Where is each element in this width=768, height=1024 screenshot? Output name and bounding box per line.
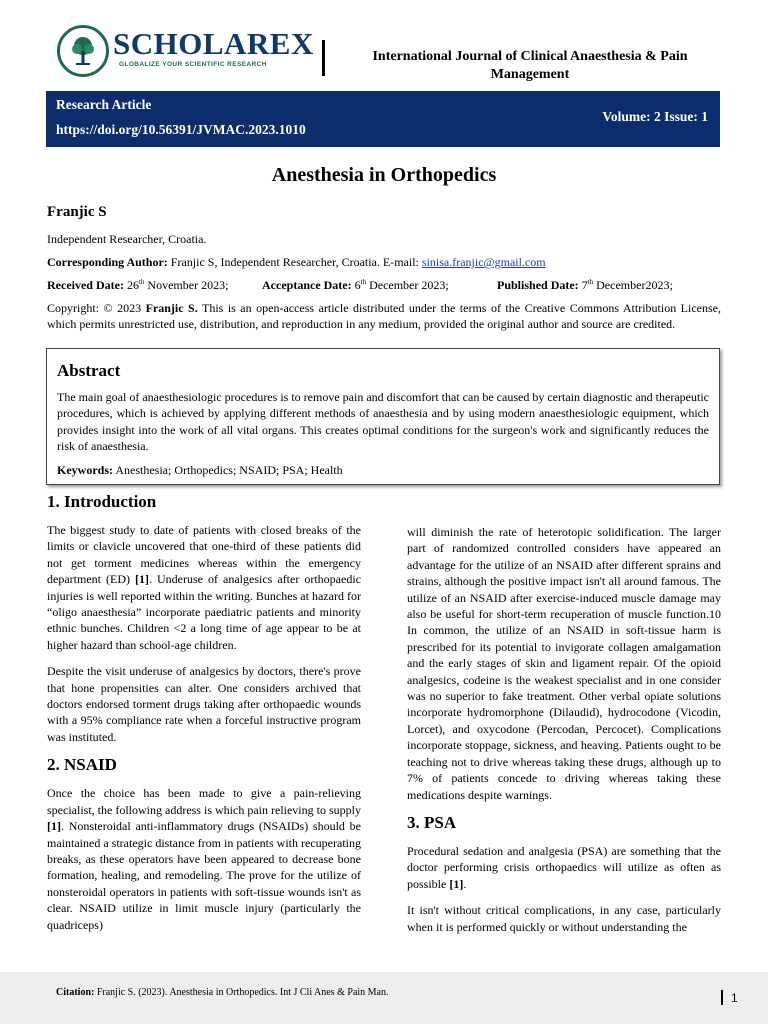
received-day: 26	[123, 278, 139, 292]
abstract-heading: Abstract	[57, 361, 121, 380]
copyright-notice	[47, 300, 721, 332]
intro-p1-text: The biggest study to date of patients with closed breaks of the limits or clavicle uncovered that one-third of these patients did not get torment medicines whereas within the emergency department (ED)	[47, 523, 361, 587]
psa-paragraph-1	[407, 843, 721, 892]
logo-tagline: GLOBALIZE YOUR SCIENTIFIC RESEARCH	[119, 61, 267, 68]
nsaid-p1-text: Once the choice has been made to give a pain-relieving specialist, the following address is which pain relieving to supply	[47, 786, 361, 817]
abstract-text: The main goal of anaesthesiologic procedures is to remove pain and discomfort that can be caused by certain diagnostic and therapeutic procedures, which is achieved by applying different methods of anaesthesia and by using modern anaesthesiologic equipment, which provides insight into the work of all vital organs. This creates optimal conditions for the surgeon's work and significantly reduces the risk of anaesthesia.	[57, 390, 709, 454]
published-month: December2023;	[593, 278, 673, 292]
keywords	[57, 463, 709, 478]
accepted-day: 6	[351, 278, 361, 292]
psa-paragraph-2: It isn't without critical complications, in any case, particularly when it is performed quickly or without understanding the	[407, 903, 721, 934]
doi-link[interactable]: https://doi.org/10.56391/JVMAC.2023.1010	[56, 122, 306, 137]
page-number-bar	[721, 990, 723, 1005]
citation-ref[interactable]: [1]	[47, 819, 61, 834]
article-banner	[46, 91, 720, 147]
abstract-box	[46, 348, 720, 485]
introduction-paragraph-2: Despite the visit underuse of analgesics by doctors, there's prove that hone propensities can alter. One considers archived that doctors endorsed torment drugs taking after orthopaedic wounds with a 95% compliance rate when a forceful instructive program was instituted.	[47, 664, 361, 744]
tree-icon	[57, 25, 109, 77]
psa-p1-cont: .	[463, 876, 467, 891]
keywords-label: Keywords:	[57, 462, 113, 477]
left-column	[47, 492, 361, 943]
citation-line	[56, 987, 388, 998]
page-number: 1	[731, 991, 738, 1005]
psa-p1-text: Procedural sedation and analgesia (PSA) are something that the doctor performing crisis orthopaedics will utilize as often as possible	[407, 843, 721, 891]
copyright-author: Franjic S.	[145, 301, 198, 315]
copyright-prefix: Copyright: © 2023	[47, 301, 146, 315]
accepted-month: December 2023;	[366, 278, 449, 292]
intro-p1-cont: . Underuse of analgesics after orthopaedic injuries is well reported within the writing. Bunches at hazard for “oligo anaesthesia” incorporate paediatric patients and minority ethnic bunches. Children <2 a long time of age appear to be at higher hazard than school-age children.	[47, 572, 361, 652]
article-type: Research Article	[56, 97, 152, 112]
published-day: 7	[578, 278, 588, 292]
author-affiliation: Independent Researcher, Croatia.	[47, 232, 207, 246]
introduction-paragraph-1	[47, 522, 361, 653]
author-email-link[interactable]: sinisa.franjic@gmail.com	[421, 255, 546, 269]
published-suffix: th	[587, 278, 594, 286]
received-date	[47, 278, 228, 293]
corresponding-author	[47, 255, 546, 270]
author-name: Franjic S	[47, 204, 107, 220]
journal-name: International Journal of Clinical Anaesthesia & Pain Management	[372, 49, 688, 82]
article-title: Anesthesia in Orthopedics	[271, 164, 497, 186]
citation-ref[interactable]: [1]	[449, 876, 464, 891]
received-label: Received Date:	[47, 278, 124, 292]
received-suffix: th	[138, 278, 145, 286]
introduction-heading: 1. Introduction	[47, 492, 157, 511]
accepted-label: Acceptance Date:	[262, 278, 352, 292]
nsaid-paragraph-continued: will diminish the rate of heterotopic solidification. The larger part of randomized controlled considers have appeared an advantage for the utilize of an NSAID after different sprains and strains, although the positive impact isn't all around famous. The utilize of an NSAID after exercise-induced muscle damage may also be useful for short-term recuperation of muscle function.10 In common, the utilize of an NSAID in soft-tissue harm is prescribed for its potential to invigorate collagen amalgamation and the early stages of skin and ligament repair. Of the opioid analgesics, codeine is the weakest specialist and in one consider was no superior to fake treatment. Other verbal opiate solutions incorporate hydromorphone (Dilaudid), hydrocodone (Vicodin, Lorcet), and oxycodone (Percodan, Percocet). Complications incorporate stoppage, sickness, and heaving. Patients ought to be teaching not to drive whereas taking these drugs, although up to 7% of patients concede to driving whereas taking these medications despite warnings.	[407, 525, 721, 802]
published-date	[497, 278, 673, 293]
published-label: Published Date:	[497, 278, 579, 292]
citation-label: Citation:	[56, 987, 95, 998]
logo-wordmark: SCHOLAREX	[113, 26, 314, 61]
corresponding-text: Franjic S, Independent Researcher, Croatia. E-mail:	[167, 255, 422, 269]
keywords-list: Anesthesia; Orthopedics; NSAID; PSA; Health	[113, 462, 343, 477]
volume-issue: Volume: 2 Issue: 1	[602, 109, 708, 124]
nsaid-p1-cont: . Nonsteroidal anti-inflammatory drugs (NSAIDs) should be maintained a strategic distance from in patients with recuperating breaks, as these operators have been appeared to decrease bone formation, healing, and remodeling. The prove for the utilize of nonsteroidal operators in patients with soft-tissue wounds isn't as clear. NSAID utilize in limit muscle injury (particularly the quadriceps)	[47, 819, 361, 932]
corresponding-label: Corresponding Author:	[47, 255, 168, 269]
acceptance-date	[262, 278, 449, 293]
accepted-suffix: th	[360, 278, 367, 286]
header-divider	[322, 40, 325, 76]
scholarex-logo[interactable]	[57, 25, 327, 75]
right-column	[407, 524, 721, 945]
nsaid-heading: 2. NSAID	[47, 755, 117, 775]
citation-ref[interactable]: [1]	[135, 572, 149, 587]
page-footer	[0, 972, 768, 1024]
citation-text: Franjic S. (2023). Anesthesia in Orthopedics. Int J Cli Anes & Pain Man.	[94, 987, 389, 998]
psa-heading: 3. PSA	[407, 812, 457, 832]
nsaid-paragraph-1	[47, 785, 361, 933]
copyright-license: This is an open-access article distributed under the terms of the Creative Commons Attribution License, which permits unrestricted use, distribution, and reproduction in any medium, provided the original author and source are credited.	[47, 301, 721, 331]
received-month: November 2023;	[144, 278, 229, 292]
page-header	[0, 0, 768, 90]
